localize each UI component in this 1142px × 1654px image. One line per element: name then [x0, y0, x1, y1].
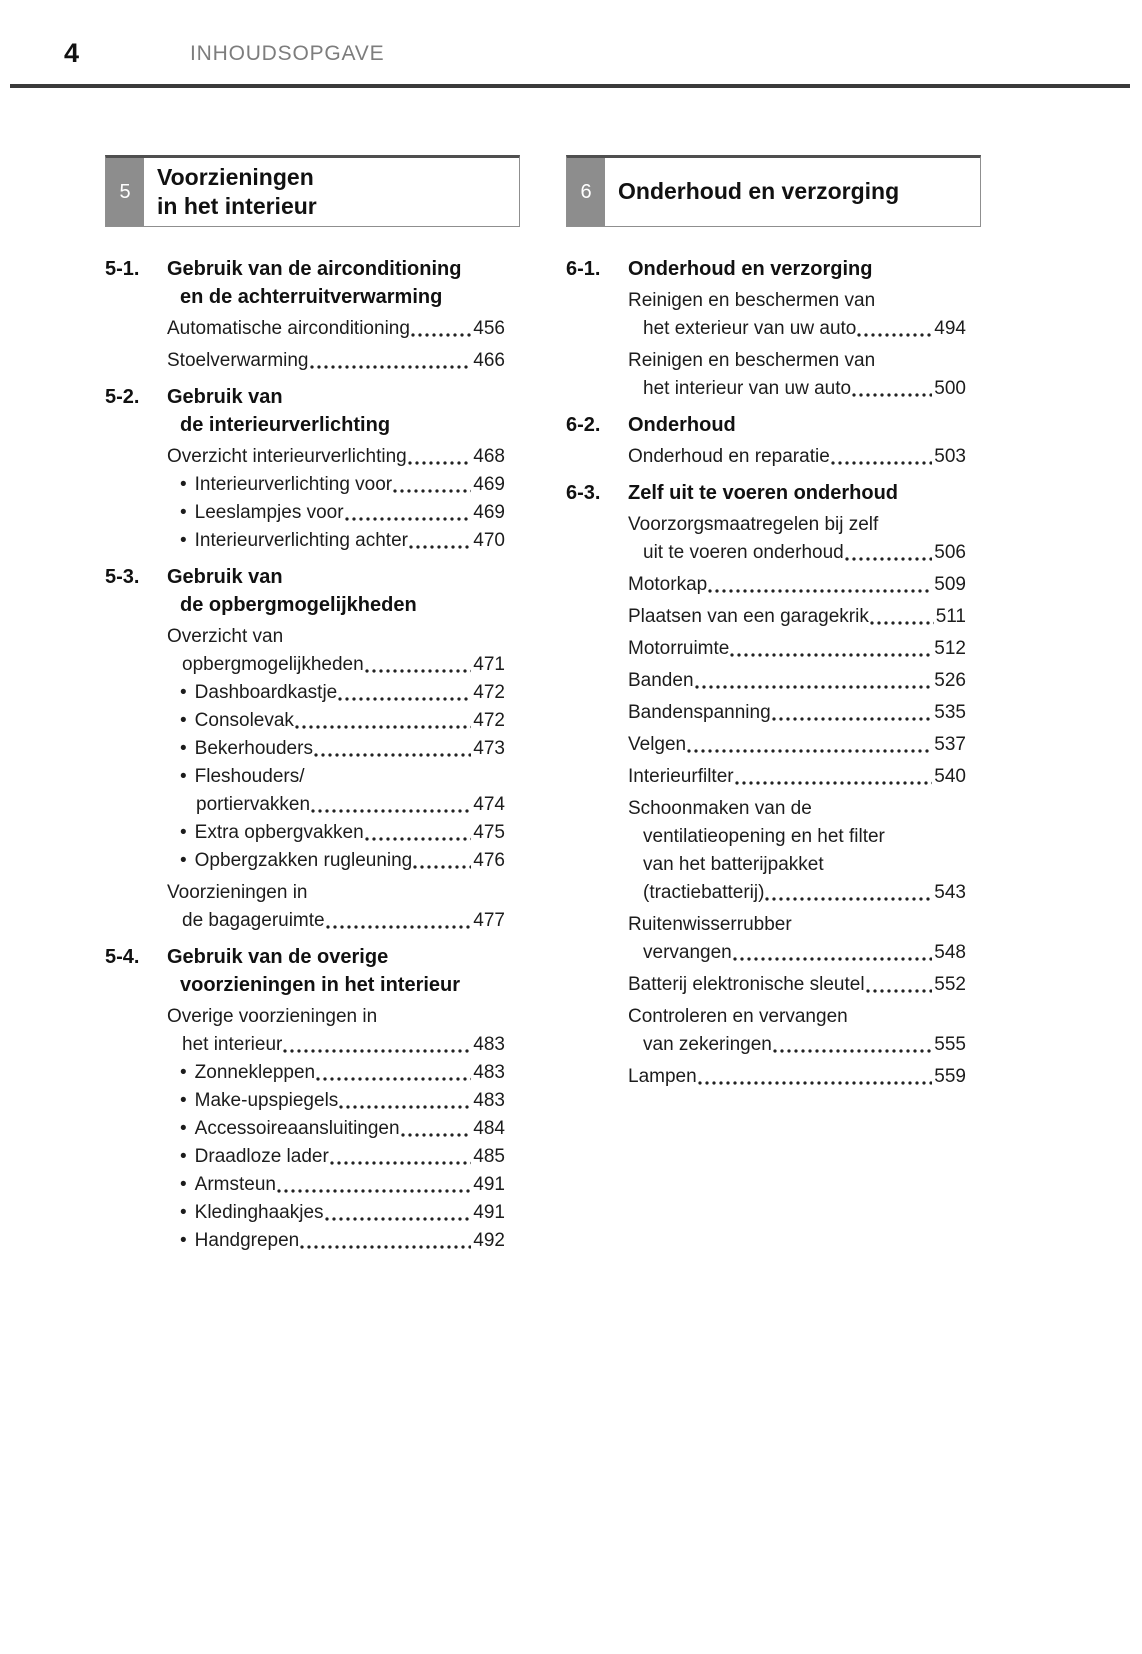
entry-line: [167, 315, 505, 343]
entry-line: [628, 1003, 966, 1031]
bullet-marker: •: [180, 822, 187, 843]
dot-leader: [412, 847, 471, 875]
entry-page-number: 472: [473, 682, 505, 703]
entry-line: [167, 679, 505, 707]
dot-leader: [686, 731, 932, 759]
toc-entry: [628, 795, 966, 907]
entry-page-number: 506: [934, 542, 966, 563]
toc-entry: [167, 707, 505, 735]
chapter-number: 5: [106, 158, 144, 226]
dot-leader: [329, 1143, 472, 1171]
bullet-marker: •: [180, 502, 187, 523]
entry-line: [628, 823, 966, 851]
dot-leader: [294, 707, 471, 735]
section-entries: [628, 443, 966, 471]
entry-text: Voorzieningen in: [167, 882, 308, 903]
section-title-line: Gebruik van de airconditioning: [167, 258, 462, 280]
entry-page-number: 483: [473, 1090, 505, 1111]
section-title-line: Gebruik van: [167, 566, 283, 588]
section-title: [167, 383, 505, 439]
section-heading: [566, 411, 966, 439]
section-number: 6-1.: [566, 258, 601, 280]
section-number: 5-4.: [105, 946, 140, 968]
section-heading: [105, 563, 505, 619]
entry-text: Dashboardkastje: [194, 682, 338, 703]
toc-entry: [167, 1171, 505, 1199]
entry-text: Interieurverlichting voor: [194, 474, 393, 495]
dot-leader: [282, 1031, 471, 1059]
entry-page-number: 500: [934, 378, 966, 399]
section-entries: [167, 443, 505, 555]
entry-line: [167, 443, 505, 471]
toc-entry: [167, 623, 505, 679]
dot-leader: [844, 539, 933, 567]
entry-page-number: 492: [473, 1230, 505, 1251]
toc-entry: [167, 471, 505, 499]
toc-entry: [167, 679, 505, 707]
entry-page-number: 494: [934, 318, 966, 339]
toc-entry: [167, 735, 505, 763]
toc-entry: [628, 443, 966, 471]
bullet-marker: •: [180, 1062, 187, 1083]
section-title-line: de interieurverlichting: [180, 414, 391, 436]
entry-line: [167, 907, 505, 935]
toc-entry: [167, 1003, 505, 1059]
toc-entry: [167, 1087, 505, 1115]
toc-entry: [628, 287, 966, 343]
section-title: [628, 411, 966, 439]
dot-leader: [338, 1087, 471, 1115]
entry-line: [167, 623, 505, 651]
toc-section: [105, 255, 505, 375]
entry-page-number: 477: [473, 910, 505, 931]
toc-section: [105, 563, 505, 935]
entry-text: Zonnekleppen: [194, 1062, 316, 1083]
entry-text: Overige voorzieningen in: [167, 1006, 378, 1027]
bullet-marker: •: [180, 1230, 187, 1251]
entry-page-number: 491: [473, 1202, 505, 1223]
toc-entry: [167, 1199, 505, 1227]
entry-line: [167, 1143, 505, 1171]
entry-page-number: 503: [934, 446, 966, 467]
section-list: [105, 255, 505, 1255]
entry-page-number: 472: [473, 710, 505, 731]
bullet-marker: •: [180, 710, 187, 731]
entry-text: uit te voeren onderhoud: [643, 542, 844, 563]
section-entries: [167, 1003, 505, 1255]
page-header-title: INHOUDSOPGAVE: [190, 42, 385, 65]
entry-page-number: 471: [473, 654, 505, 675]
dot-leader: [772, 1031, 932, 1059]
dot-leader: [407, 443, 472, 471]
chapter-title: [144, 158, 317, 226]
section-title-line: de opbergmogelijkheden: [180, 594, 417, 616]
toc-entry: [167, 763, 505, 819]
page-number: 4: [64, 38, 80, 68]
entry-page-number: 491: [473, 1174, 505, 1195]
section-title: [167, 255, 505, 311]
section-title-line: Gebruik van de overige: [167, 946, 389, 968]
dot-leader: [324, 1199, 472, 1227]
entry-line: [167, 1171, 505, 1199]
section-title-line: Onderhoud en verzorging: [628, 258, 873, 280]
dot-leader: [400, 1115, 472, 1143]
entry-line: [167, 847, 505, 875]
section-number: 6-3.: [566, 482, 601, 504]
entry-text: Handgrepen: [194, 1230, 300, 1251]
entry-page-number: 511: [935, 606, 966, 627]
dot-leader: [310, 791, 471, 819]
entry-line: [628, 443, 966, 471]
entry-page-number: 559: [934, 1066, 966, 1087]
entry-page-number: 469: [473, 502, 505, 523]
section-heading: [566, 255, 966, 283]
entry-line: [628, 1031, 966, 1059]
toc-entry: [167, 1115, 505, 1143]
entry-text: Controleren en vervangen: [628, 1006, 848, 1027]
entry-text: Motorkap: [628, 574, 708, 595]
toc-entry: [628, 731, 966, 759]
section-heading: [105, 383, 505, 439]
entry-text: van zekeringen: [643, 1034, 772, 1055]
entry-page-number: 548: [934, 942, 966, 963]
entry-text: Plaatsen van een garagekrik: [628, 606, 869, 627]
entry-page-number: 468: [473, 446, 505, 467]
toc-entry: [167, 443, 505, 471]
entry-text: opbergmogelijkheden: [182, 654, 364, 675]
toc-entry: [167, 1227, 505, 1255]
toc-entry: [628, 347, 966, 403]
entry-page-number: 537: [934, 734, 966, 755]
dot-leader: [734, 763, 933, 791]
entry-text: Overzicht interieurverlichting: [167, 446, 407, 467]
toc-entry: [167, 847, 505, 875]
section-title: [167, 563, 505, 619]
dot-leader: [364, 651, 472, 679]
entry-line: [167, 499, 505, 527]
entry-text: Batterij elektronische sleutel: [628, 974, 865, 995]
entry-line: [167, 527, 505, 555]
entry-text: Voorzorgsmaatregelen bij zelf: [628, 514, 879, 535]
entry-text: de bagageruimte: [182, 910, 325, 931]
section-heading: [566, 479, 966, 507]
entry-line: [628, 315, 966, 343]
entry-line: [167, 1031, 505, 1059]
dot-leader: [299, 1227, 471, 1255]
entry-text: Stoelverwarming: [167, 350, 309, 371]
toc-entry: [628, 571, 966, 599]
entry-text: portiervakken: [196, 794, 311, 815]
dot-leader: [869, 603, 934, 631]
toc-entry: [628, 971, 966, 999]
entry-page-number: 470: [473, 530, 505, 551]
entry-line: [167, 763, 505, 791]
chapter-header: [566, 155, 981, 227]
toc-column: [105, 155, 520, 1255]
dot-leader: [764, 879, 932, 907]
entry-text: Lampen: [628, 1066, 697, 1087]
dot-leader: [325, 907, 472, 935]
entry-page-number: 512: [934, 638, 966, 659]
toc-entry: [167, 879, 505, 935]
header-rule: [10, 84, 1130, 88]
section-title-line: voorzieningen in het interieur: [180, 974, 461, 996]
toc-entry: [167, 527, 505, 555]
entry-text: het interieur van uw auto: [643, 378, 852, 399]
toc-entry: [628, 511, 966, 567]
entry-line: [167, 651, 505, 679]
toc-entry: [167, 499, 505, 527]
entry-line: [628, 911, 966, 939]
entry-line: [167, 347, 505, 375]
entry-line: [628, 667, 966, 695]
chapter-title-line: in het interieur: [157, 193, 317, 219]
entry-text: het exterieur van uw auto: [643, 318, 857, 339]
entry-line: [167, 819, 505, 847]
page-header: [0, 38, 1142, 78]
chapter-title-line: Onderhoud en verzorging: [618, 178, 900, 205]
section-number: 6-2.: [566, 414, 601, 436]
entry-line: [167, 791, 505, 819]
entry-text: Fleshouders/: [194, 766, 305, 787]
entry-text: vervangen: [643, 942, 732, 963]
entry-line: [628, 375, 966, 403]
dot-leader: [729, 635, 932, 663]
section-title: [167, 943, 505, 999]
entry-page-number: 474: [473, 794, 505, 815]
entry-text: Armsteun: [194, 1174, 276, 1195]
section-number: 5-2.: [105, 386, 140, 408]
entry-text: Kledinghaakjes: [194, 1202, 324, 1223]
dot-leader: [276, 1171, 471, 1199]
toc-entry: [628, 1003, 966, 1059]
entry-line: [628, 939, 966, 967]
entry-text: Automatische airconditioning: [167, 318, 410, 339]
entry-text: Draadloze lader: [194, 1146, 329, 1167]
entry-line: [167, 1227, 505, 1255]
bullet-marker: •: [180, 682, 187, 703]
entry-line: [167, 1059, 505, 1087]
entry-text: Extra opbergvakken: [194, 822, 364, 843]
chapter-number: 6: [567, 158, 605, 226]
entry-text: Opbergzakken rugleuning: [194, 850, 413, 871]
entry-line: [628, 347, 966, 375]
entry-page-number: 483: [473, 1034, 505, 1055]
bullet-marker: •: [180, 766, 187, 787]
entry-page-number: 473: [473, 738, 505, 759]
toc-columns: [105, 155, 981, 1255]
toc-entry: [628, 635, 966, 663]
dot-leader: [856, 315, 932, 343]
entry-page-number: 456: [473, 318, 505, 339]
entry-page-number: 483: [473, 1062, 505, 1083]
entry-text: Interieurfilter: [628, 766, 734, 787]
toc-column: [566, 155, 981, 1255]
dot-leader: [865, 971, 933, 999]
entry-line: [628, 699, 966, 727]
toc-entry: [628, 763, 966, 791]
toc-entry: [167, 819, 505, 847]
entry-line: [628, 287, 966, 315]
toc-entry: [628, 911, 966, 967]
bullet-marker: •: [180, 474, 187, 495]
bullet-marker: •: [180, 850, 187, 871]
entry-page-number: 466: [473, 350, 505, 371]
bullet-marker: •: [180, 1202, 187, 1223]
entry-page-number: 540: [934, 766, 966, 787]
chapter-title: [605, 158, 899, 226]
toc-section: [566, 255, 966, 403]
dot-leader: [392, 471, 471, 499]
toc-entry: [628, 603, 966, 631]
entry-line: [628, 603, 966, 631]
entry-line: [628, 539, 966, 567]
entry-text: Motorruimte: [628, 638, 730, 659]
section-entries: [628, 287, 966, 403]
dot-leader: [364, 819, 472, 847]
entry-line: [628, 763, 966, 791]
entry-line: [628, 1063, 966, 1091]
toc-section: [105, 943, 505, 1255]
dot-leader: [830, 443, 933, 471]
section-title-line: Zelf uit te voeren onderhoud: [628, 482, 899, 504]
entry-text: Ruitenwisserrubber: [628, 914, 792, 935]
chapter-header: [105, 155, 520, 227]
entry-page-number: 526: [934, 670, 966, 691]
section-title-line: Onderhoud: [628, 414, 736, 436]
entry-text: het interieur: [182, 1034, 283, 1055]
toc-section: [566, 479, 966, 1091]
dot-leader: [315, 1059, 471, 1087]
entry-page-number: 555: [934, 1034, 966, 1055]
section-title: [628, 255, 966, 283]
dot-leader: [694, 667, 933, 695]
bullet-marker: •: [180, 1090, 187, 1111]
section-title: [628, 479, 966, 507]
section-title-line: en de achterruitverwarming: [180, 286, 443, 308]
section-list: [566, 255, 966, 1091]
bullet-marker: •: [180, 738, 187, 759]
toc-entry: [167, 315, 505, 343]
entry-text: Reinigen en beschermen van: [628, 350, 876, 371]
entry-page-number: 543: [934, 882, 966, 903]
entry-page-number: 476: [473, 850, 505, 871]
entry-line: [167, 1115, 505, 1143]
entry-text: (tractiebatterij): [643, 882, 765, 903]
toc-entry: [167, 347, 505, 375]
entry-line: [167, 1199, 505, 1227]
entry-page-number: 535: [934, 702, 966, 723]
toc-entry: [628, 699, 966, 727]
section-heading: [105, 943, 505, 999]
entry-text: Accessoireaansluitingen: [194, 1118, 400, 1139]
entry-page-number: 485: [473, 1146, 505, 1167]
entry-text: van het batterijpakket: [643, 854, 824, 875]
dot-leader: [410, 315, 471, 343]
dot-leader: [851, 375, 932, 403]
bullet-marker: •: [180, 530, 187, 551]
entry-line: [167, 707, 505, 735]
entry-text: Banden: [628, 670, 694, 691]
bullet-marker: •: [180, 1174, 187, 1195]
section-number: 5-3.: [105, 566, 140, 588]
dot-leader: [337, 679, 471, 707]
entry-line: [628, 571, 966, 599]
toc-section: [105, 383, 505, 555]
entry-line: [628, 795, 966, 823]
bullet-marker: •: [180, 1118, 187, 1139]
entry-line: [167, 735, 505, 763]
entry-line: [167, 1003, 505, 1031]
entry-text: Overzicht van: [167, 626, 284, 647]
dot-leader: [408, 527, 471, 555]
section-title-line: Gebruik van: [167, 386, 283, 408]
toc-entry: [628, 1063, 966, 1091]
entry-page-number: 469: [473, 474, 505, 495]
entry-line: [628, 731, 966, 759]
entry-text: Onderhoud en reparatie: [628, 446, 830, 467]
entry-page-number: 552: [934, 974, 966, 995]
dot-leader: [707, 571, 932, 599]
section-heading: [105, 255, 505, 311]
entry-text: Schoonmaken van de: [628, 798, 812, 819]
toc-section: [566, 411, 966, 471]
dot-leader: [309, 347, 472, 375]
entry-text: Reinigen en beschermen van: [628, 290, 876, 311]
entry-text: Bandenspanning: [628, 702, 771, 723]
section-entries: [167, 623, 505, 935]
entry-page-number: 509: [934, 574, 966, 595]
bullet-marker: •: [180, 1146, 187, 1167]
entry-text: Leeslampjes voor: [194, 502, 344, 523]
section-entries: [167, 315, 505, 375]
dot-leader: [697, 1063, 933, 1091]
entry-text: ventilatieopening en het filter: [643, 826, 885, 847]
section-entries: [628, 511, 966, 1091]
toc-entry: [628, 667, 966, 695]
entry-text: Interieurverlichting achter: [194, 530, 408, 551]
entry-text: Velgen: [628, 734, 687, 755]
entry-line: [628, 971, 966, 999]
entry-line: [628, 851, 966, 879]
entry-line: [167, 879, 505, 907]
entry-text: Bekerhouders: [194, 738, 313, 759]
section-number: 5-1.: [105, 258, 140, 280]
entry-text: Make-upspiegels: [194, 1090, 339, 1111]
entry-page-number: 475: [473, 822, 505, 843]
toc-entry: [167, 1059, 505, 1087]
dot-leader: [313, 735, 471, 763]
toc-entry: [167, 1143, 505, 1171]
entry-line: [628, 635, 966, 663]
entry-line: [167, 1087, 505, 1115]
dot-leader: [344, 499, 472, 527]
entry-line: [167, 471, 505, 499]
entry-page-number: 484: [473, 1118, 505, 1139]
dot-leader: [771, 699, 933, 727]
entry-line: [628, 511, 966, 539]
entry-line: [628, 879, 966, 907]
dot-leader: [732, 939, 933, 967]
chapter-title-line: Voorzieningen: [157, 163, 314, 190]
entry-text: Consolevak: [194, 710, 294, 731]
